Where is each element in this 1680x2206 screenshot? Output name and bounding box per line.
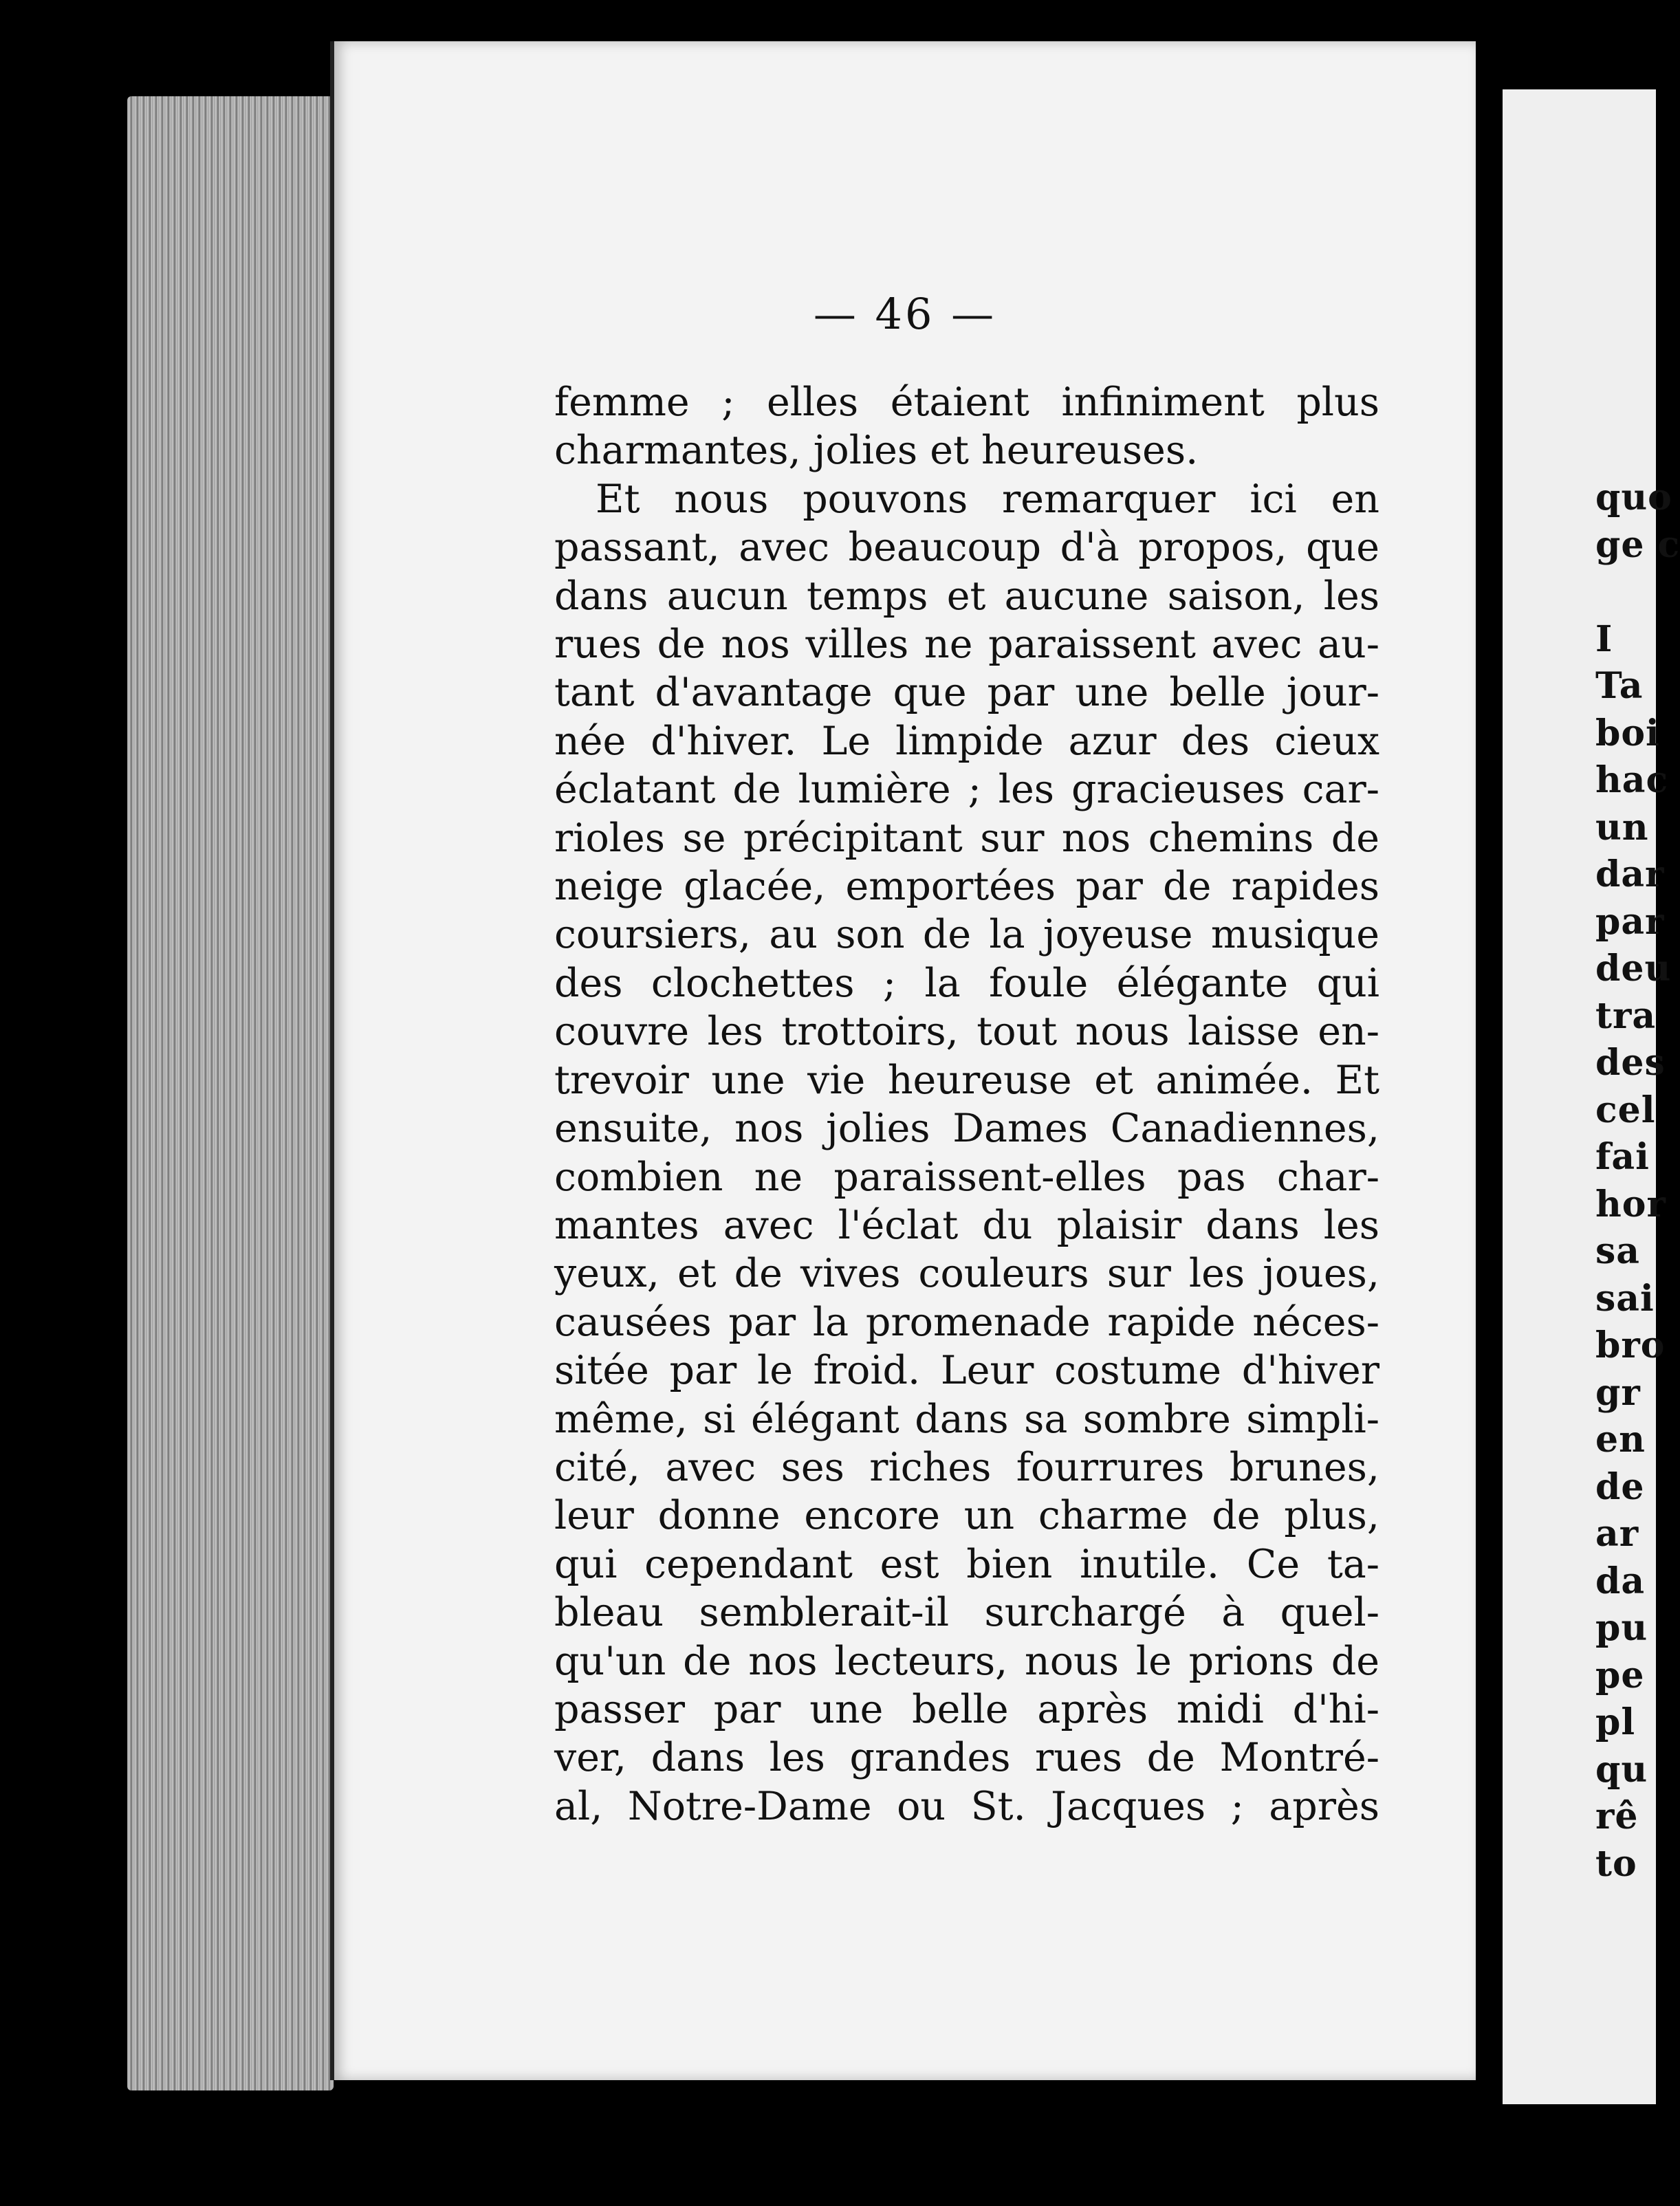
next-page-fragment: I [1595, 618, 1613, 660]
next-page-fragment: da [1595, 1560, 1646, 1602]
next-page-fragment: sa [1595, 1230, 1640, 1272]
text-line: ensuite, nos jolies Dames Canadiennes, [554, 1106, 1379, 1152]
text-line: Et nous pouvons remarquer ici en [596, 476, 1379, 522]
text-line: même, si élégant dans sa sombre simpli- [554, 1396, 1379, 1442]
next-page-fragment: pe [1595, 1654, 1645, 1696]
text-line: yeux, et de vives couleurs sur les joues, [554, 1251, 1379, 1297]
page-body-text [554, 378, 1379, 1831]
text-line: qui cependant est bien inutile. Ce ta- [554, 1541, 1379, 1587]
book-page-right-partial [1503, 89, 1680, 2104]
text-line: tant d'avantage que par une belle jour- [554, 670, 1379, 716]
next-page-fragment: qu [1595, 1748, 1648, 1791]
next-page-fragments [1595, 474, 1680, 1888]
next-page-fragment: fai [1595, 1136, 1650, 1178]
text-line: trevoir une vie heureuse et animée. Et [554, 1057, 1379, 1103]
next-page-fragment: quo [1595, 477, 1672, 518]
text-line: cité, avec ses riches fourrures brunes, [554, 1444, 1379, 1490]
next-page-fragment: bro [1595, 1324, 1666, 1366]
text-line: rioles se précipitant sur nos chemins de [554, 815, 1379, 861]
next-page-fragment: to [1595, 1842, 1637, 1885]
page-edges-stack [127, 96, 334, 2090]
page-number: — 46 — [813, 289, 997, 339]
next-page-fragment: de [1595, 1465, 1645, 1508]
text-line: qu'un de nos lecteurs, nous le prions de [554, 1638, 1379, 1684]
text-line: al, Notre-Dame ou St. Jacques ; après [554, 1783, 1379, 1829]
next-page-fragment: hor [1595, 1183, 1666, 1225]
next-page-fragment: cel [1595, 1089, 1656, 1131]
text-line: ver, dans les grandes rues de Montré- [554, 1735, 1379, 1781]
next-page-fragment: gr [1595, 1371, 1641, 1414]
text-line: sitée par le froid. Leur costume d'hiver [554, 1348, 1379, 1394]
text-line: mantes avec l'éclat du plaisir dans les [554, 1202, 1379, 1248]
book-page-left [330, 41, 1476, 2080]
text-line: neige glacée, emportées par de rapides [554, 864, 1379, 910]
text-line: combien ne paraissent-elles pas char- [554, 1154, 1379, 1200]
next-page-fragment: pl [1595, 1701, 1636, 1743]
next-page-fragment: ge c [1595, 523, 1680, 566]
next-page-fragment: hac [1595, 759, 1669, 801]
next-page-fragment: ar [1595, 1513, 1639, 1555]
text-line: passer par une belle après midi d'hi- [554, 1686, 1379, 1732]
next-page-fragment: tra [1595, 994, 1657, 1037]
next-page-fragment: sai [1595, 1277, 1655, 1320]
text-line: née d'hiver. Le limpide azur des cieux [554, 718, 1379, 764]
text-line: passant, avec beaucoup d'à propos, que [554, 525, 1379, 571]
text-line: bleau semblerait-il surchargé à quel- [554, 1590, 1379, 1636]
next-page-fragment: dar [1595, 853, 1665, 895]
text-line: éclatant de lumière ; les gracieuses car- [554, 767, 1379, 813]
next-page-fragment: boi [1595, 712, 1660, 754]
book-cover-left [0, 0, 138, 2206]
text-line: des clochettes ; la foule élégante qui [554, 960, 1379, 1006]
next-page-fragment: rê [1595, 1795, 1639, 1837]
text-line: femme ; elles étaient infiniment plus [554, 380, 1379, 425]
text-line: rues de nos villes ne paraissent avec au- [554, 622, 1379, 668]
next-page-fragment: un [1595, 806, 1649, 849]
next-page-fragment: deu [1595, 948, 1672, 990]
next-page-fragment: Ta [1595, 665, 1644, 707]
next-page-fragment: des [1595, 1042, 1666, 1084]
next-page-fragment: pu [1595, 1607, 1648, 1649]
text-line: couvre les trottoirs, tout nous laisse en- [554, 1009, 1379, 1055]
text-line: coursiers, au son de la joyeuse musique [554, 912, 1379, 958]
next-page-fragment [1595, 569, 1680, 616]
text-line: causées par la promenade rapide néces- [554, 1299, 1379, 1345]
text-line: dans aucun temps et aucune saison, les [554, 573, 1379, 619]
text-line: charmantes, jolies et heureuses. [554, 428, 1199, 474]
next-page-fragment: en [1595, 1419, 1646, 1461]
text-line: leur donne encore un charme de plus, [554, 1493, 1379, 1539]
next-page-fragment: par [1595, 900, 1665, 943]
